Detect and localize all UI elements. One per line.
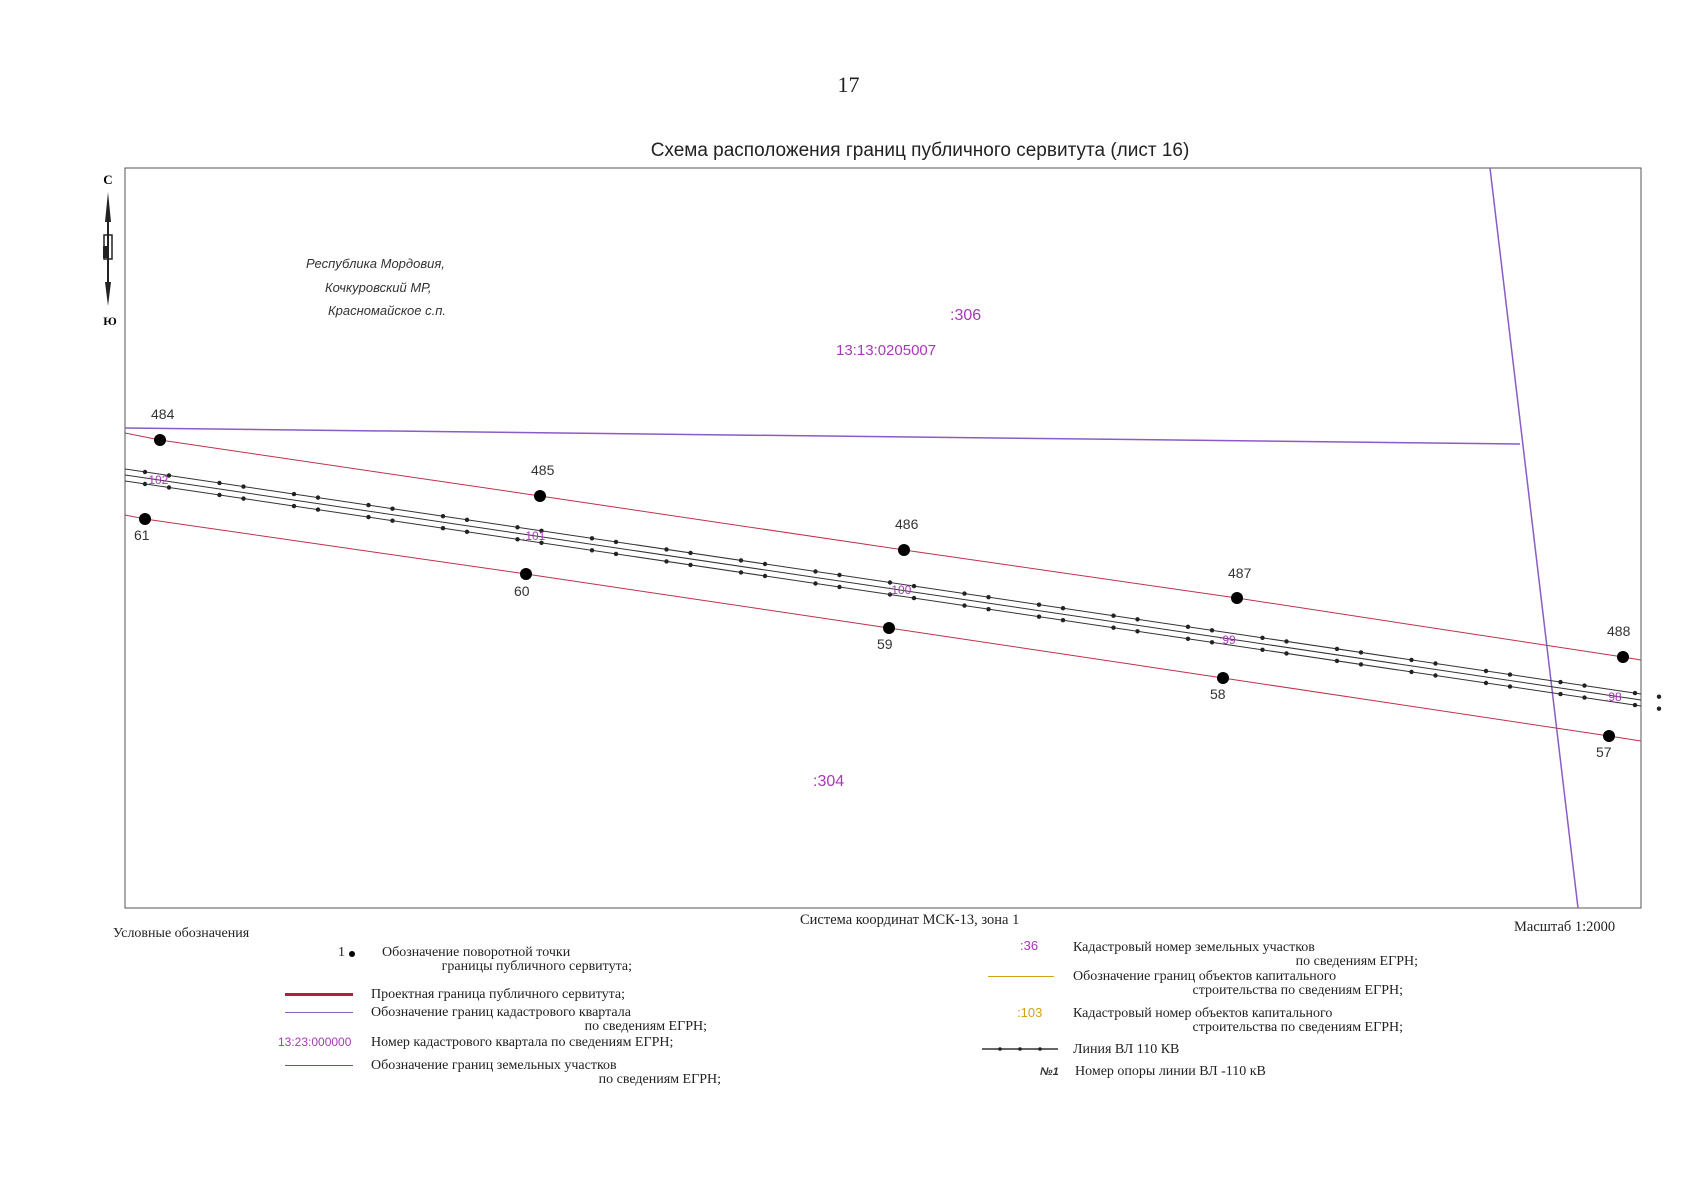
vl-pole-dot [1335, 659, 1339, 663]
legend-parcel-number-line1: Кадастровый номер земельных участков [1073, 940, 1315, 955]
vl-pole-dot [664, 559, 668, 563]
quarter-number-label: 13:13:0205007 [836, 342, 937, 359]
vl-pole-dot [292, 504, 296, 508]
region-line-1: Республика Мордовия, [306, 256, 445, 271]
vl-pole-dot [688, 563, 692, 567]
point-label-59: 59 [877, 636, 893, 652]
compass [103, 172, 117, 328]
vl-pole-dot [366, 515, 370, 519]
compass-south: Ю [103, 314, 117, 328]
vl-label: :102 [145, 473, 169, 487]
legend-cap-number-line1: Кадастровый номер объектов капитального [1073, 1006, 1333, 1021]
legend-parcel-boundary [371, 1059, 721, 1087]
legend-support-sample: №1 [1040, 1066, 1059, 1078]
vl-pole-dot [1433, 673, 1437, 677]
legend-point-desc-line1: Обозначение поворотной точки [382, 945, 571, 960]
legend-parcel-boundary-line1: Обозначение границ земельных участков [371, 1058, 617, 1073]
legend-quarter-boundary-line1: Обозначение границ кадастрового квартала [371, 1005, 631, 1020]
vl-pole-dot [614, 540, 618, 544]
vl-pole-dot [1484, 669, 1488, 673]
vl-pole-dot [515, 525, 519, 529]
point-label-488: 488 [1607, 623, 1631, 639]
vl-pole-dot [837, 573, 841, 577]
vl-pole-dot [590, 548, 594, 552]
vl-pole-dot [986, 607, 990, 611]
quarter-boundary-horizontal [125, 428, 1520, 444]
vl-pole-dot [912, 596, 916, 600]
legend-vl-line: Линия ВЛ 110 КВ [1073, 1042, 1180, 1057]
legend-quarter-sample: 13:23:000000 [278, 1035, 352, 1049]
vl-pole-dot [763, 574, 767, 578]
point-60 [520, 568, 532, 580]
legend-parcel-boundary-line2: по сведениям ЕГРН; [598, 1072, 721, 1087]
legend-parcel-boundary-swatch [285, 1065, 353, 1066]
servitude-boundary-lower [145, 519, 1609, 736]
legend-cap-boundary-line1: Обозначение границ объектов капитального [1073, 969, 1337, 984]
point-label-484: 484 [151, 406, 175, 422]
vl-pole-dot [590, 536, 594, 540]
vl-pole-dot [1633, 691, 1637, 695]
vl-pole-dot [962, 591, 966, 595]
point-485 [534, 490, 546, 502]
vl-pole-dot [217, 481, 221, 485]
vl-pole-dot [241, 484, 245, 488]
vl-pole-dot [1260, 648, 1264, 652]
point-58 [1217, 672, 1229, 684]
vl-pole-dot [664, 547, 668, 551]
legend-point-marker: 1 [338, 945, 345, 960]
legend-point-desc-line2: границы публичного сервитута; [441, 959, 632, 974]
legend-quarter-boundary-line2: по сведениям ЕГРН; [584, 1019, 707, 1034]
compass-arrow-icon [105, 192, 111, 222]
vl-pole-dot [1582, 695, 1586, 699]
vl-pole-dot [1111, 614, 1115, 618]
vl-pole-dot [1210, 640, 1214, 644]
vl-pole-dot [1335, 647, 1339, 651]
point-label-485: 485 [531, 462, 555, 478]
point-484 [154, 434, 166, 446]
vl-label: :101 [522, 529, 546, 543]
vl-pole-dot [465, 518, 469, 522]
compass-north: С [103, 172, 113, 187]
legend-quarter-boundary [371, 1006, 707, 1034]
map-frame [125, 168, 1641, 908]
vl-label: :100 [888, 583, 912, 597]
vl-label: :99 [1219, 633, 1236, 647]
vl-pole-dot [739, 558, 743, 562]
legend-parcel-sample: :36 [1020, 938, 1039, 953]
vl-pole-dot [1359, 650, 1363, 654]
vl-pole-dot [986, 595, 990, 599]
point-488 [1617, 651, 1629, 663]
vl-label: :98 [1605, 690, 1622, 704]
vl-pole-dot [241, 496, 245, 500]
legend-cap-number-line2: строительства по сведениям ЕГРН; [1192, 1020, 1403, 1035]
vl-pole-dot [1508, 672, 1512, 676]
vl-pole-dot [366, 503, 370, 507]
vl-pole-dot [1409, 658, 1413, 662]
legend-quarter-number: Номер кадастрового квартала по сведениям ЕГРН; [371, 1035, 674, 1050]
legend-cap-boundary-line2: строительства по сведениям ЕГРН; [1192, 983, 1403, 998]
point-label-58: 58 [1210, 686, 1226, 702]
vl-pole-dot [837, 585, 841, 589]
vl-pole-dot [1061, 618, 1065, 622]
region-line-3: Красномайское с.п. [328, 303, 446, 318]
vl-pole-dot [1508, 684, 1512, 688]
point-label-61: 61 [134, 527, 150, 543]
legend-project-boundary: Проектная граница публичного сервитута; [371, 987, 626, 1002]
vl-pole-dot [1061, 606, 1065, 610]
legend-cap-sample: :103 [1017, 1005, 1043, 1020]
vl-pole-dot [1037, 615, 1041, 619]
vl-pole-dot [390, 519, 394, 523]
quarter-boundary-vertical [1490, 168, 1578, 908]
vl-pole-dot [688, 551, 692, 555]
legend-point-desc [382, 946, 632, 974]
vl-pole-dot [441, 514, 445, 518]
point-label-57: 57 [1596, 744, 1612, 760]
vl-pole-dot [614, 552, 618, 556]
vl-pole-dot [1657, 695, 1661, 699]
map-title: Схема расположения границ публичного сервитута (лист 16) [650, 140, 1190, 161]
vl-pole-dot [1657, 707, 1661, 711]
vl-pole-dot [912, 584, 916, 588]
legend-point-dot-icon [349, 951, 355, 957]
vl-pole-dot [1558, 680, 1562, 684]
page-number: 17 [837, 72, 860, 97]
vl-pole-dot [316, 495, 320, 499]
vl-pole-dot [962, 603, 966, 607]
legend-title: Условные обозначения [113, 926, 250, 941]
vl-pole-dot [1037, 603, 1041, 607]
region-line-2: Кочкуровский МР, [325, 280, 432, 295]
vl-pole-dot [1260, 636, 1264, 640]
vl-pole-dot [1135, 617, 1139, 621]
legend-quarter-boundary-swatch [285, 1012, 353, 1013]
vl-pole-dot [739, 570, 743, 574]
vl-pole-dot [1186, 637, 1190, 641]
parcel-306-label: :306 [950, 307, 982, 324]
vl-pole-dot [515, 537, 519, 541]
coord-system: Система координат МСК-13, зона 1 [800, 912, 1020, 928]
vl-pole-dot [1359, 662, 1363, 666]
vl-pole-dot [217, 493, 221, 497]
point-486 [898, 544, 910, 556]
legend-cap-boundary-swatch [988, 976, 1054, 977]
legend-cap-number [1073, 1007, 1403, 1035]
vl-pole-dot [763, 562, 767, 566]
point-label-60: 60 [514, 583, 530, 599]
legend-project-boundary-swatch [285, 993, 353, 996]
point-487 [1231, 592, 1243, 604]
point-59 [883, 622, 895, 634]
vl-pole-dot [1484, 681, 1488, 685]
parcel-304-label: :304 [813, 773, 845, 790]
vl-pole-dot [441, 526, 445, 530]
vl-pole-dot [1558, 692, 1562, 696]
legend-support-number: Номер опоры линии ВЛ -110 кВ [1075, 1064, 1266, 1079]
legend-parcel-number-line2: по сведениям ЕГРН; [1295, 954, 1418, 969]
legend-parcel-number [1073, 941, 1418, 969]
vl-pole-dot [1111, 626, 1115, 630]
vl-pole-dot [316, 507, 320, 511]
vl-pole-dot [1284, 651, 1288, 655]
vl-pole-dot [1582, 683, 1586, 687]
vl-pole-dot [813, 581, 817, 585]
vl-pole-dot [1186, 625, 1190, 629]
legend-cap-boundary [1073, 970, 1403, 998]
vl-pole-dot [390, 507, 394, 511]
vl-pole-dot [1433, 661, 1437, 665]
vl-pole-dot [1633, 703, 1637, 707]
point-label-486: 486 [895, 516, 919, 532]
vl-pole-dot [1210, 628, 1214, 632]
map-scale: Масштаб 1:2000 [1514, 919, 1616, 935]
vl-pole-dot [1284, 639, 1288, 643]
vl-pole-dot [292, 492, 296, 496]
vl-pole-dot [813, 569, 817, 573]
point-61 [139, 513, 151, 525]
vl-pole-dot [465, 530, 469, 534]
vl-pole-dot [1409, 670, 1413, 674]
vl-pole-dot [1135, 629, 1139, 633]
point-57 [1603, 730, 1615, 742]
legend-vl-swatch [982, 1045, 1058, 1053]
point-label-487: 487 [1228, 565, 1252, 581]
